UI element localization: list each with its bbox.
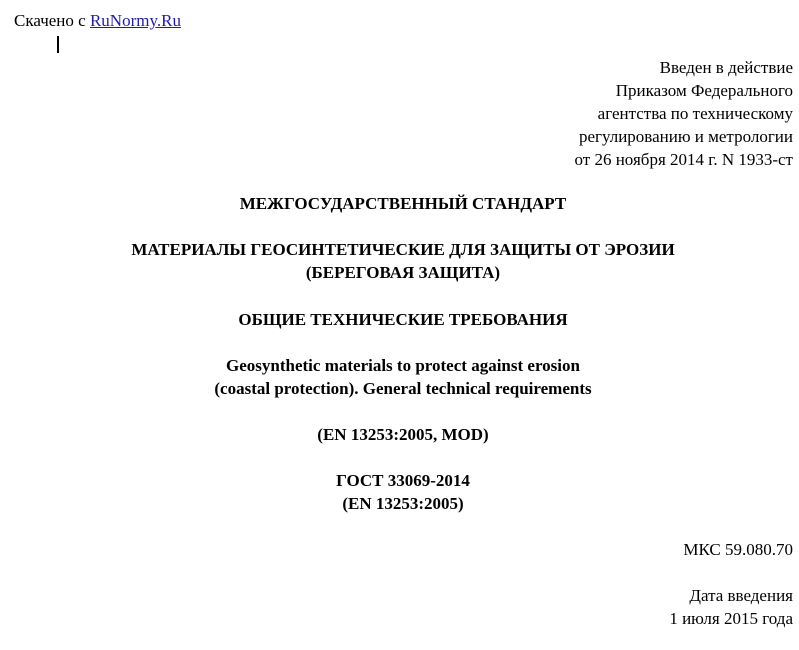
russian-subtitle-text: ОБЩИЕ ТЕХНИЧЕСКИЕ ТРЕБОВАНИЯ — [238, 310, 568, 329]
download-prefix: Скачено с — [14, 11, 90, 30]
russian-title — [0, 238, 799, 284]
modification-text: (EN 13253:2005, MOD) — [317, 425, 489, 444]
decree-line: Введен в действие — [659, 58, 793, 77]
english-title-line: (coastal protection). General technical requirements — [214, 379, 592, 398]
modification-note — [0, 423, 799, 446]
decree-block — [575, 56, 794, 171]
gost-designation — [0, 469, 799, 515]
english-title-line: Geosynthetic materials to protect against erosion — [226, 356, 580, 375]
introduction-date — [669, 584, 793, 630]
download-source-line — [14, 9, 181, 32]
introduction-date-label: Дата введения — [689, 586, 793, 605]
decree-line: от 26 ноября 2014 г. N 1933-ст — [574, 150, 793, 169]
introduction-date-value: 1 июля 2015 года — [669, 609, 793, 628]
standard-type-text: МЕЖГОСУДАРСТВЕННЫЙ СТАНДАРТ — [239, 194, 567, 213]
russian-title-line: (БЕРЕГОВАЯ ЗАЩИТА) — [305, 263, 501, 282]
gost-equivalent: (EN 13253:2005) — [342, 494, 464, 513]
runormy-link[interactable]: RuNormy.Ru — [89, 11, 181, 30]
russian-title-line: МАТЕРИАЛЫ ГЕОСИНТЕТИЧЕСКИЕ ДЛЯ ЗАЩИТЫ ОТ ЭРОЗИИ — [131, 240, 675, 259]
gost-number: ГОСТ 33069-2014 — [336, 471, 470, 490]
decree-line: агентства по техническому — [597, 104, 793, 123]
text-cursor — [57, 36, 59, 53]
standard-type-label — [0, 192, 799, 215]
decree-line: Приказом Федерального — [615, 81, 793, 100]
decree-line: регулированию и метрологии — [578, 127, 793, 146]
russian-subtitle — [0, 308, 799, 331]
mks-code: МКС 59.080.70 — [683, 540, 793, 559]
english-title — [0, 354, 799, 400]
